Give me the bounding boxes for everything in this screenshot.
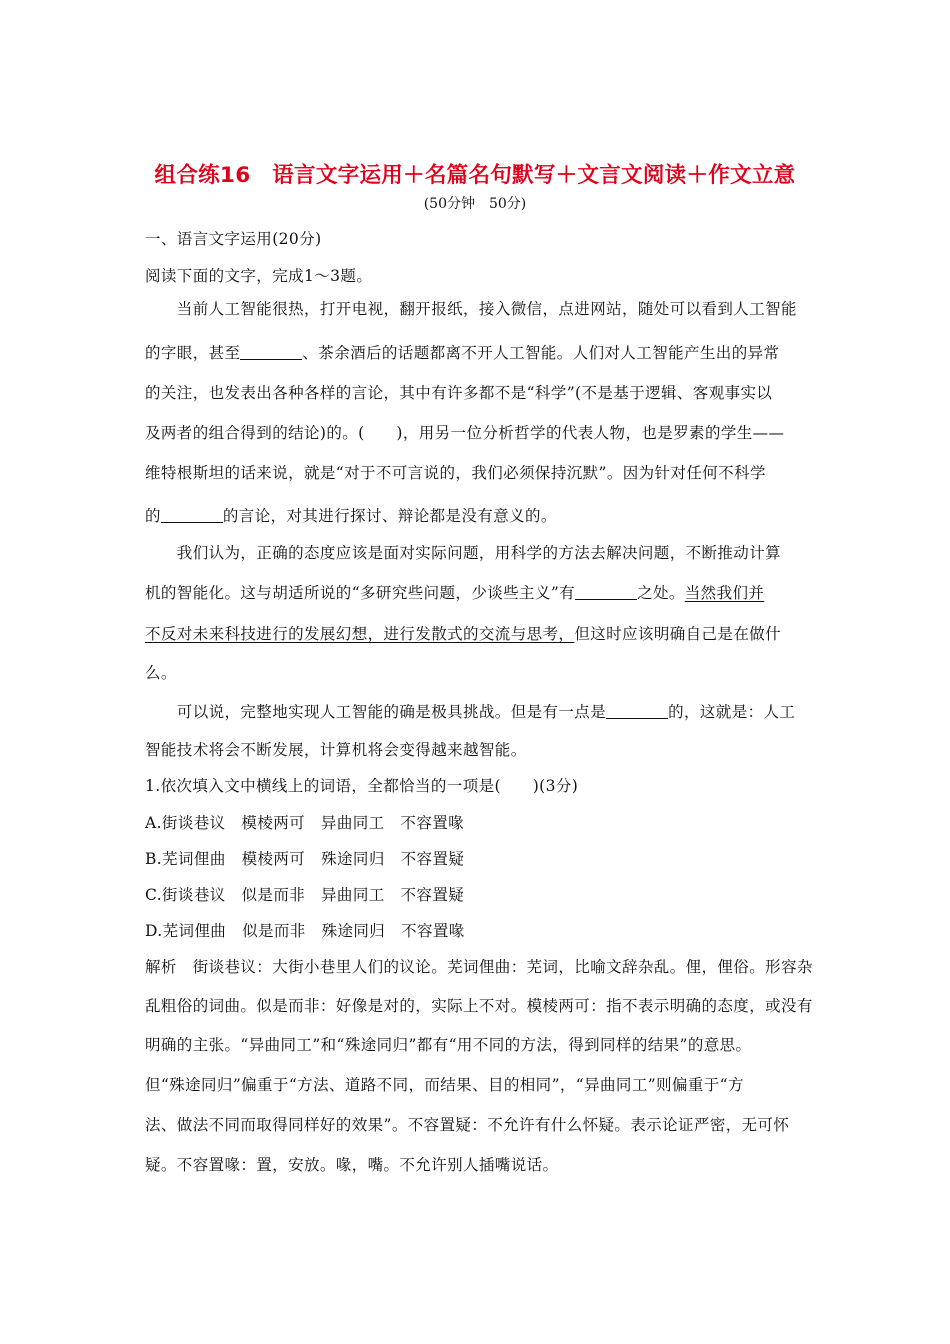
underlined-sentence: 当然我们并 [684,584,765,602]
passage-line: 我们认为，正确的态度应该是面对实际问题，用科学的方法去解决问题，不断推动计算 [145,544,782,562]
passage-line: 维特根斯坦的话来说，就是“对于不可言说的，我们必须保持沉默”。因为针对任何不科学 [145,464,766,482]
analysis-line: 疑。不容置喙：置，安放。喙，嘴。不允许别人插嘴说话。 [145,1156,559,1174]
passage-line: 智能技术将会不断发展，计算机将会变得越来越智能。 [145,741,527,759]
analysis-line: 明确的主张。“异曲同工”和“殊途同归”都有“用不同的方法，得到同样的结果”的意思。 [145,1036,752,1054]
option-d: D.芜词俚曲 似是而非 殊途同归 不容置喙 [145,922,465,940]
passage-line: 不反对未来科技进行的发展幻想，进行发散式的交流与思考，但这时应该明确自己是在做什 [145,625,782,643]
passage-line: 的 的言论，对其进行探讨、辩论都是没有意义的。 [145,507,557,525]
passage-line: 当前人工智能很热，打开电视，翻开报纸，接入微信，点进网站，随处可以看到人工智能 [145,300,797,318]
answer-blank [575,585,637,600]
answer-blank [240,345,302,360]
option-c: C.街谈巷议 似是而非 异曲同工 不容置疑 [145,886,465,904]
option-a: A.街谈巷议 模棱两可 异曲同工 不容置喙 [145,814,465,832]
option-b: B.芜词俚曲 模棱两可 殊途同归 不容置疑 [145,850,465,868]
analysis-line: 但“殊途同归”偏重于“方法、道路不同，而结果、目的相同”，“异曲同工”则偏重于“方 [145,1076,744,1094]
reading-instruction: 阅读下面的文字，完成1～3题。 [145,267,373,285]
analysis-line: 解析 街谈巷议：大街小巷里人们的议论。芜词俚曲：芜词，比喻文辞杂乱。俚，俚俗。形容杂 [145,958,813,976]
passage-line: 及两者的组合得到的结论)的。( )，用另一位分析哲学的代表人物，也是罗素的学生—— [145,424,785,442]
passage-line: 的字眼，甚至 、茶余酒后的话题都离不开人工智能。人们对人工智能产生出的异常 [145,344,780,362]
page-title: 组合练16 语言文字运用＋名篇名句默写＋文言文阅读＋作文立意 [154,163,796,188]
answer-blank [606,704,668,719]
passage-line: 的关注，也发表出各种各样的言论，其中有许多都不是“科学”(不是基于逻辑、客观事实以 [145,384,773,402]
passage-line: 么。 [145,664,177,682]
section-heading: 一、语言文字运用(20分) [145,230,322,248]
answer-blank [161,508,223,523]
passage-line: 可以说，完整地实现人工智能的确是极具挑战。但是有一点是 的，这就是：人工 [145,703,796,721]
analysis-line: 法、做法不同而取得同样好的效果”。不容置疑：不允许有什么怀疑。表示论证严密，无可怀 [145,1116,790,1134]
passage-line: 机的智能化。这与胡适所说的“多研究些问题，少谈些主义”有 之处。当然我们并 [145,584,765,602]
time-score-note: (50分钟 50分) [423,196,527,212]
analysis-line: 乱粗俗的词曲。似是而非：好像是对的，实际上不对。模棱两可：指不表示明确的态度，或没有 [145,997,813,1015]
question: 1.依次填入文中横线上的词语，全都恰当的一项是( )(3分) [145,777,579,795]
underlined-sentence: 不反对未来科技进行的发展幻想，进行发散式的交流与思考， [145,625,575,643]
